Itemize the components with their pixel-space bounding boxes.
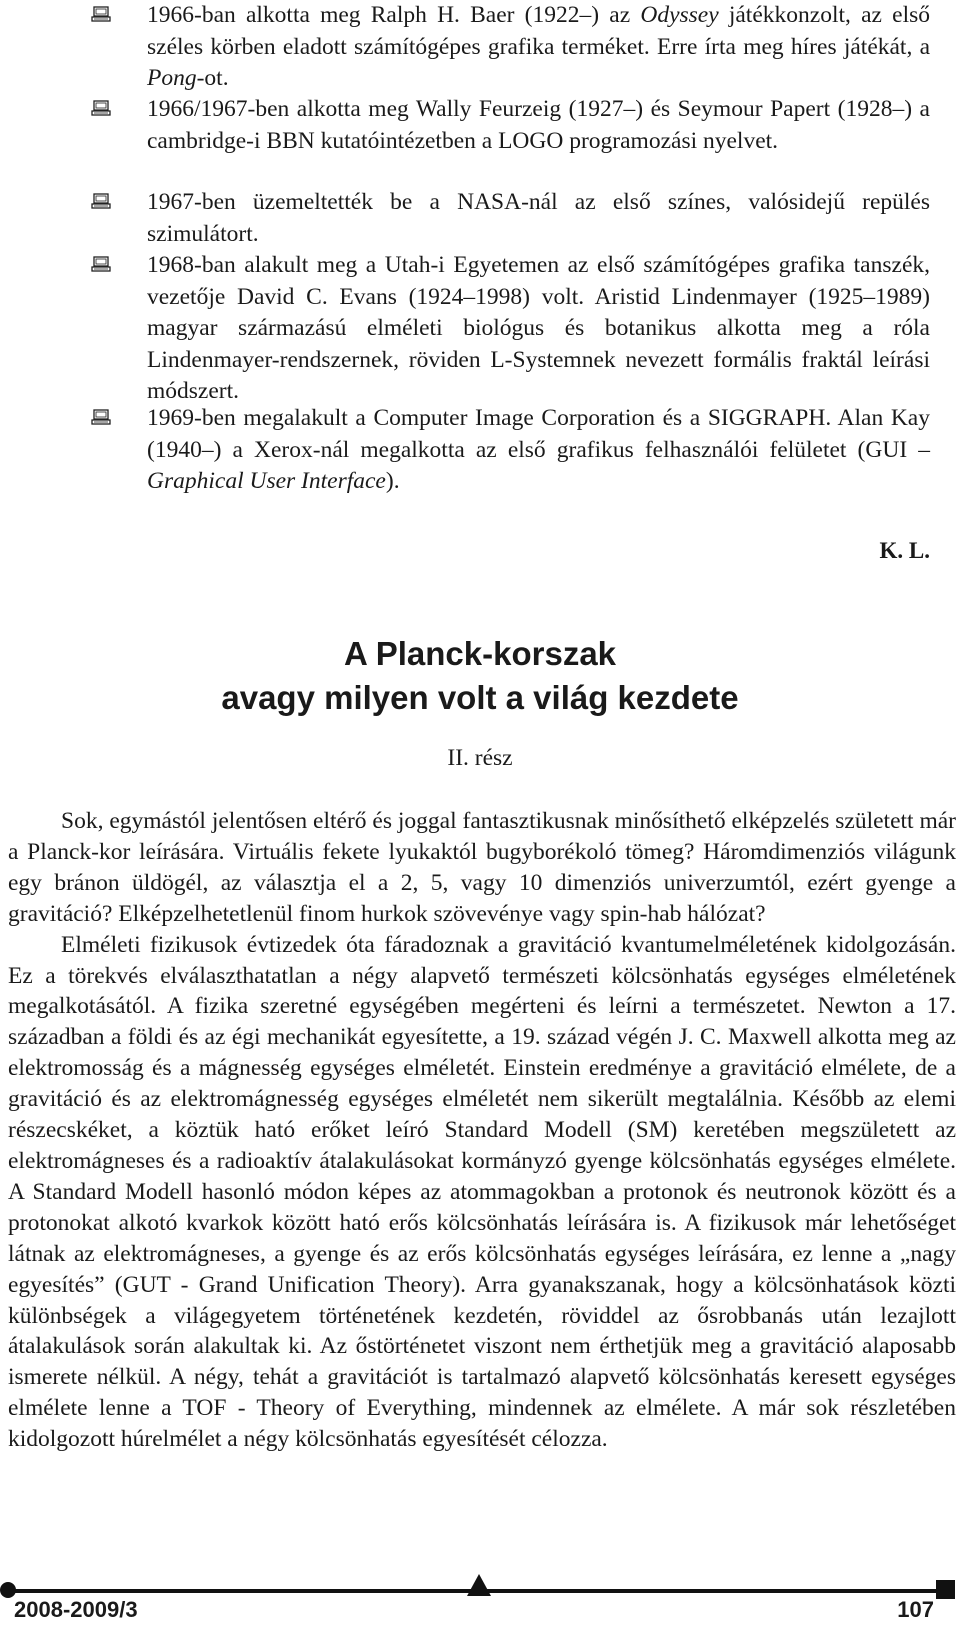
- article-body: [8, 806, 956, 1455]
- computer-icon: [91, 193, 111, 209]
- article-title: [0, 632, 960, 720]
- footer-square-marker: [936, 1580, 955, 1599]
- bullet-item: [0, 187, 960, 250]
- bullet-italic-text: Graphical User Interface: [147, 468, 386, 494]
- bullet-text: ).: [385, 468, 400, 494]
- article-title-line-1: A Planck-korszak: [343, 635, 617, 672]
- body-paragraph: Elméleti fizikusok évtizedek óta fáradoznak a gravitáció kvantumelméletének kidolgozásán. Ez a törekvés elválaszthatatlan a négy alapvető természeti kölcsönhatás egységes elméletének megalkotásától. A fizika szeretné egységében megérteni és leírni a természetet. Newton a 17. században a földi és az égi mechanikát egyesítette, a 19. század végén J. C. Maxwell alkotta meg az elektromosság és a mágnesség egységes elméletét. Einstein eredménye a gravitáció elmélete, de a gravitáció és az elektromágnesség egységes elméletét nem sikerült megtalálnia. Később az elemi részecskéket, a köztük ható erőket leíró Standard Modell (SM) keretében megszületett az elektromágneses és a radioaktív átalakulásokat kormányzó gyenge kölcsönhatás egységes elmélete. A Standard Modell hasonló módon képes az atommagokban a protonok és neutronok között és a protonokat alkotó kvarkok között ható erős kölcsönhatás leírására is. A fizikusok már lehetőséget látnak az elektromágneses, a gyenge és az erős kölcsönhatás egységes leírására, ez lenne a „nagy egyesítés” (GUT - Grand Unification Theory). Arra gyanakszanak, hogy a kölcsönhatások közti különbségek a világegyetem történetének kezdetén, röviddel az ősrobbanás után lezajlott átalakulások során alakultak ki. Az őstörténetet viszont nem érthetjük meg a gravitáció alaposabb ismerete nélkül. A négy, tehát a gravitációt is tartalmazó alapvető kölcsönhatás keresett egységes elmélete lenne a TOF - Theory of Everything, mindennek az elmélete. A már sok részletében kidolgozott húrelmélet a négy kölcsönhatás egyesítését célozza.: [8, 931, 956, 1453]
- computer-icon: [91, 6, 111, 22]
- author-signature: K. L.: [879, 538, 930, 563]
- bullet-item: [0, 0, 960, 95]
- bullet-item: [0, 250, 960, 408]
- bullet-text: 1966/1967-ben alkotta meg Wally Feurzeig (1927–) és Seymour Papert (1928–) a cambridge-i BBN kutatóintézetben a LOGO programozási nyelvet.: [147, 96, 930, 154]
- body-paragraph: Sok, egymástól jelentősen eltérő és joggal fantasztikusnak minősíthető elképzelés született már a Planck-kor leírására. Virtuális fekete lyukaktól bugyborékoló tömeg? Háromdimenziós világunk egy bránon üldögél, az választja el a 2, 5, vagy 10 dimenziós univerzumtól, ezért gyenge a gravitáció? Elképzelhetetlenül finom hurkok szövevénye vagy spin-hab hálózat?: [8, 808, 956, 927]
- bullet-text: játékkonzolt, az első széles körben eladott számítógépes grafika terméket. Erre írta meg híres játékát, a: [147, 2, 930, 60]
- bullet-text: 1968-ban alakult meg a Utah-i Egyetemen az első számítógépes grafika tanszék, vezetője David C. Evans (1924–1998) volt. Aristid Lindenmayer (1925–1989) magyar származású elméleti biológus és botanikus alkotta meg a róla Lindenmayer-rendszernek, röviden L-Systemnek nevezett formális fraktál leírási módszert.: [147, 252, 930, 404]
- computer-icon: [91, 409, 111, 425]
- page-footer: [0, 1572, 960, 1625]
- computer-icon: [91, 100, 111, 116]
- bullet-item: [0, 94, 960, 157]
- bullet-item: [0, 403, 960, 498]
- computer-icon: [91, 256, 111, 272]
- article-title-line-2: avagy milyen volt a világ kezdete: [221, 679, 739, 716]
- article-part-label: II. rész: [447, 745, 513, 771]
- bullet-text: -ot.: [196, 65, 229, 91]
- issue-number: 2008-2009/3: [14, 1597, 138, 1622]
- footer-triangle-marker: [467, 1574, 491, 1596]
- page-number: 107: [897, 1597, 934, 1622]
- bullet-text: 1966-ban alkotta meg Ralph H. Baer (1922–) az: [147, 2, 641, 28]
- bullet-text: 1967-ben üzemeltették be a NASA-nál az első színes, valósidejű repülés szimulátort.: [147, 189, 930, 247]
- bullet-text: 1969-ben megalakult a Computer Image Corporation és a SIGGRAPH. Alan Kay (1940–) a Xerox-nál megalkotta az első grafikus felhasználói felületet (GUI –: [147, 405, 930, 463]
- bullet-italic-text: Pong: [147, 65, 197, 91]
- footer-circle-marker: [0, 1582, 16, 1598]
- bullet-italic-text: Odyssey: [640, 2, 719, 28]
